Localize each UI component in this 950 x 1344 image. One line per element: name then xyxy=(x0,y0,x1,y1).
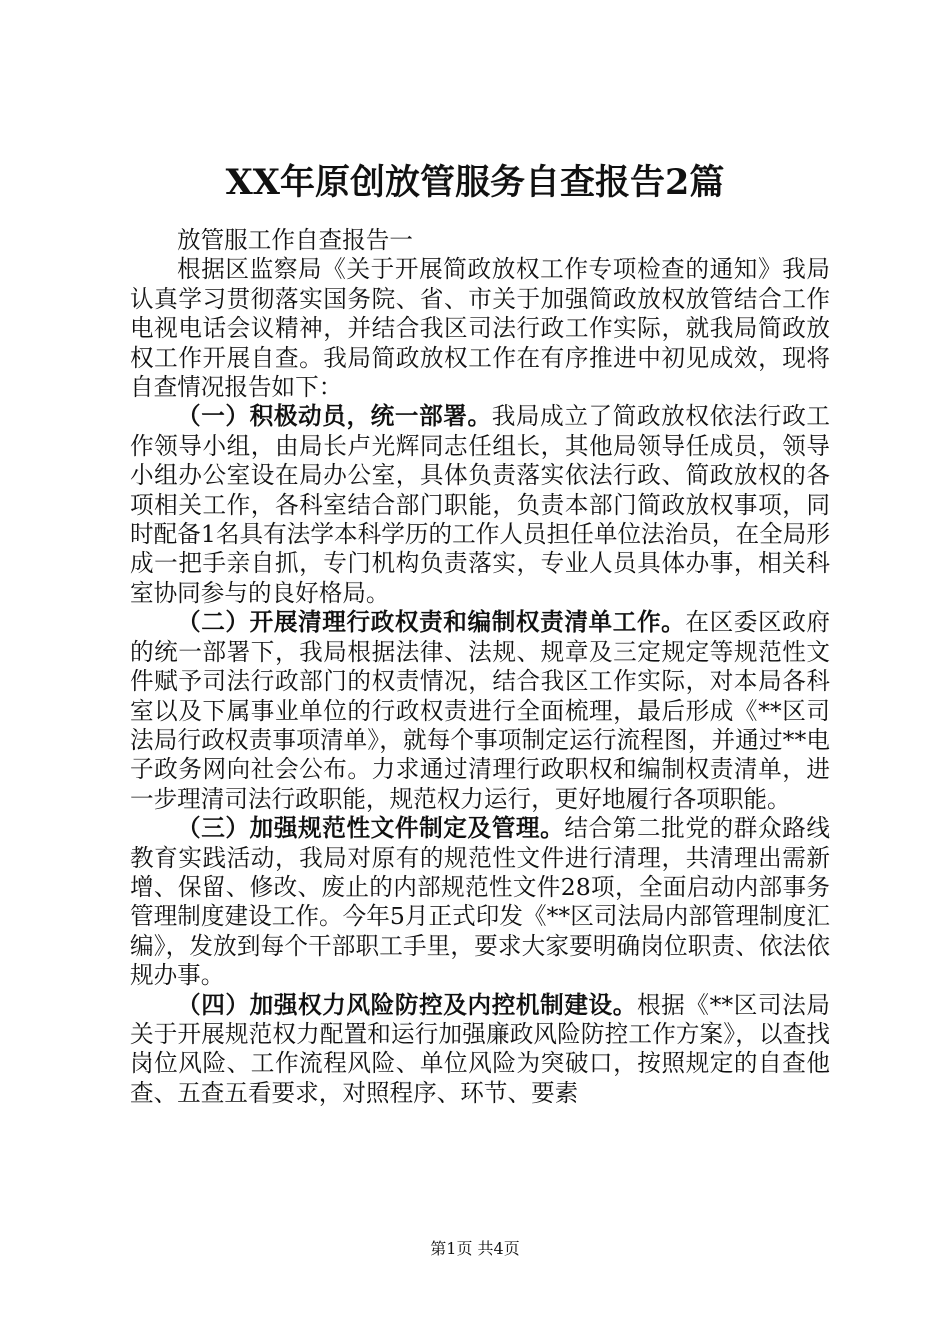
section-heading: （三）加强规范性文件制定及管理。 xyxy=(177,814,565,843)
section-text: 结合第二批党的群众路线教育实践活动，我局对原有的规范性文件进行清理，共清理出需新增、保留、修改、废止的内部规范性文件28项，全面启动内部事务管理制度建设工作。今年5月正式印发《**区司法局内部管理制度汇编》，发放到每个干部职工手里，要求大家要明确岗位职责、依法依规办事。 xyxy=(130,814,831,990)
intro-paragraph: 根据区监察局《关于开展简政放权工作专项检查的通知》我局认真学习贯彻落实国务院、省、市关于加强简政放权放管结合工作电视电话会议精神，并结合我区司法行政工作实际，就我局简政放权工作开展自查。我局简政放权工作在有序推进中初见成效，现将自查情况报告如下： xyxy=(130,255,830,402)
document-title: XX年原创放管服务自查报告2篇 xyxy=(225,162,725,203)
section-heading: （二）开展清理行政权责和编制权责清单工作。 xyxy=(177,608,686,637)
section-heading: （四）加强权力风险防控及内控机制建设。 xyxy=(177,990,637,1019)
page-footer: 第1页 共4页 xyxy=(430,1239,520,1258)
section-paragraph xyxy=(130,402,830,608)
document-body xyxy=(130,226,830,1108)
section-paragraph xyxy=(130,814,830,990)
section-paragraph xyxy=(130,991,830,1109)
section-heading: （一）积极动员，统一部署。 xyxy=(177,402,492,431)
section-text: 我局成立了简政放权依法行政工作领导小组，由局长卢光辉同志任组长，其他局领导任成员，领导小组办公室设在局办公室，具体负责落实依法行政、简政放权的各项相关工作，各科室结合部门职能，负责本部门简政放权事项，同时配备1名具有法学本科学历的工作人员担任单位法治员，在全局形成一把手亲自抓，专门机构负责落实，专业人员具体办事，相关科室协同参与的良好格局。 xyxy=(130,402,830,607)
section-paragraph xyxy=(130,608,830,814)
section-text: 在区委区政府的统一部署下，我局根据法律、法规、规章及三定规定等规范性文件赋予司法行政部门的权责情况，结合我区工作实际，对本局各科室以及下属事业单位的行政权责进行全面梳理，最后形成《**区司法局行政权责事项清单》，就每个事项制定运行流程图，并通过**电子政务网向社会公布。力求通过清理行政职权和编制权责清单，进一步理清司法行政职能，规范权力运行，更好地履行各项职能。 xyxy=(130,608,831,813)
section-text: 根据《**区司法局关于开展规范权力配置和运行加强廉政风险防控工作方案》，以查找岗位风险、工作流程风险、单位风险为突破口，按照规定的自查他查、五查五看要求，对照程序、环节、要素 xyxy=(130,990,831,1107)
report-subtitle: 放管服工作自查报告一 xyxy=(177,226,413,254)
